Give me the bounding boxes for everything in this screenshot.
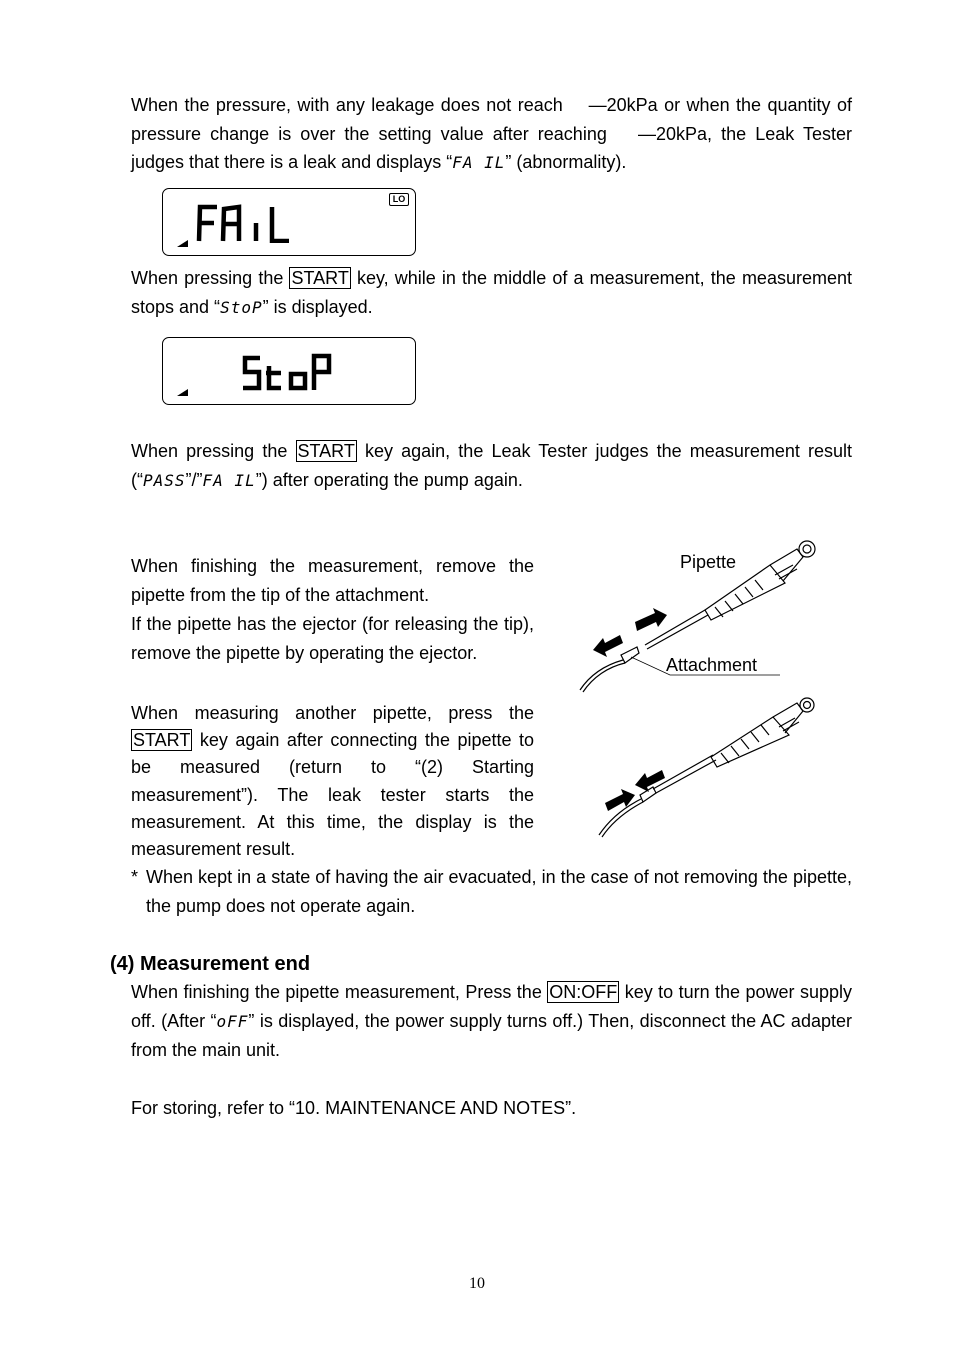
- pipette-connection-illustration-icon: [595, 695, 825, 840]
- section-heading-measurement-end: (4) Measurement end: [110, 953, 311, 975]
- lcd-display-stop: [162, 337, 416, 405]
- pass-fail-description: When pressing the START key again, the Leak Tester judges the measurement result (“PASS”/”FA IL”) after operating the pump again.: [131, 441, 852, 490]
- figure-pipette-connection: [595, 695, 825, 840]
- on-off-key-label: ON:OFF: [549, 982, 618, 1002]
- label-attachment: Attachment: [666, 655, 758, 675]
- left-arrow-indicator-icon: [176, 238, 188, 248]
- lo-indicator: LO: [389, 193, 409, 206]
- seg-text-fail: FA IL: [202, 470, 256, 490]
- lcd-display-fail: [162, 188, 416, 256]
- start-key-label: START: [133, 730, 191, 751]
- page-number: 10: [469, 1275, 485, 1292]
- start-key-label: START: [297, 441, 355, 461]
- seg-text-fail: FA IL: [452, 153, 506, 172]
- measure-another-text: When measuring another pipette, press the START key again after connecting the pipette to be measured (return to “(2) Starting measurement”). The leak tester starts the measurement. At this time, the display is the measurement result.: [131, 703, 534, 860]
- note-block: [131, 863, 852, 921]
- stop-description: When pressing the START key, while in the middle of a measurement, the measurement stops and “StoP” is displayed.: [131, 268, 852, 317]
- measurement-end-text: When finishing the pipette measurement, Press the ON:OFF key to turn the power supply off. (After “oFF” is displayed, the power supply turns off.) Then, disconnect the AC adapter from the main unit.: [131, 982, 853, 1060]
- segment-display-stop: [239, 352, 339, 392]
- seg-text-pass: PASS: [143, 470, 186, 490]
- seg-text-stop: StoP: [220, 297, 263, 317]
- note-text: When kept in a state of having the air evacuated, in the case of not removing the pipette, the pump does not operate again.: [146, 867, 852, 916]
- remove-pipette-text: When finishing the measurement, remove the pipette from the tip of the attachment. If the pipette has the ejector (for releasing the tip), remove the pipette by operating the ejector.: [131, 556, 534, 663]
- fail-description: When the pressure, with any leakage does not reach —20kPa or when the quantity of pressure change is over the setting value after reaching —20kPa, the Leak Tester judges that there is a leak and displays “FA IL” (abnormality).: [131, 95, 852, 172]
- start-key-label: START: [291, 268, 349, 288]
- figure-pipette-removal: [575, 535, 840, 695]
- label-pipette: Pipette: [680, 552, 737, 572]
- segment-display-fail: [193, 203, 323, 243]
- left-arrow-indicator-icon: [176, 387, 188, 397]
- seg-text-off: oFF: [216, 1011, 249, 1031]
- note-marker: *: [131, 867, 139, 887]
- storing-reference: For storing, refer to “10. MAINTENANCE AND NOTES”.: [131, 1098, 577, 1118]
